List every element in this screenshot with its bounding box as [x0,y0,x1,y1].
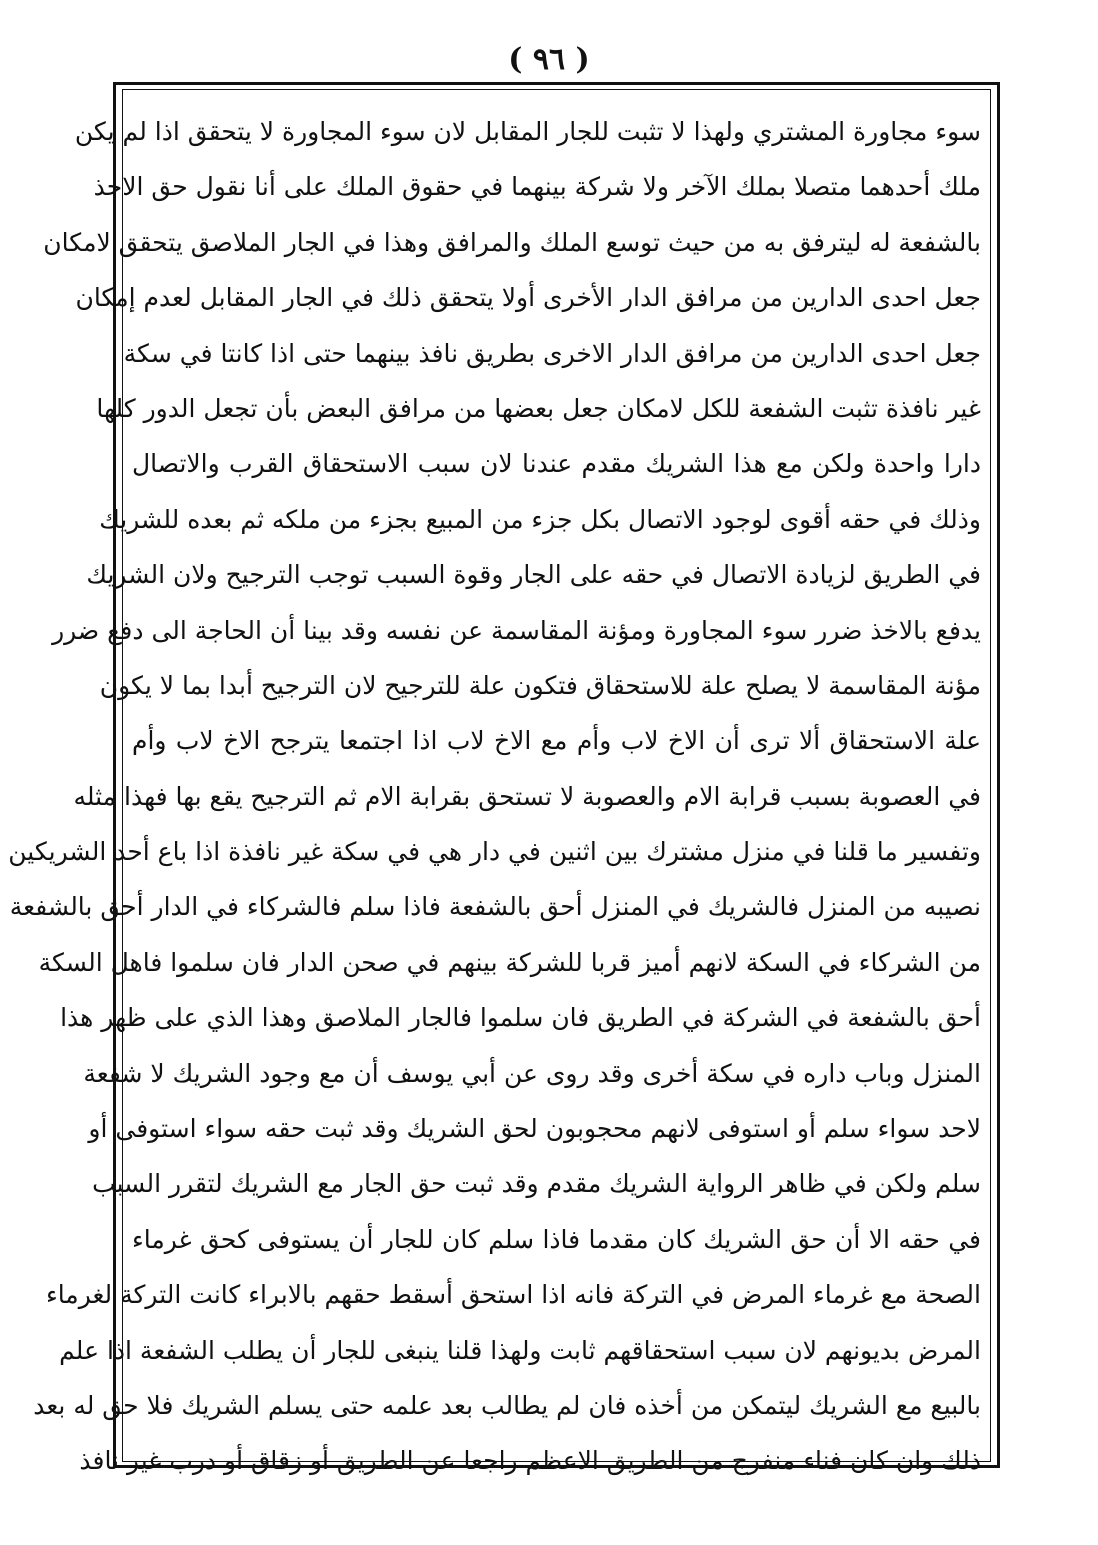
text-line: المنزل وباب داره في سكة أخرى وقد روى عن أبي يوسف أن مع وجود الشريك لا شفعة [83,1058,981,1088]
text-line: نصيبه من المنزل فالشريك في المنزل أحق بالشفعة فاذا سلم فالشركاء في الدار أحق بالشفعة [9,892,981,922]
text-line: وذلك في حقه أقوى لوجود الاتصال بكل جزء من المبيع بجزء من ملكه ثم بعده للشريك [99,504,981,534]
text-line: جعل احدى الدارين من مرافق الدار الاخرى بطريق نافذ بينهما حتى اذا كانتا في سكة [123,338,981,368]
text-line: في الطريق لزيادة الاتصال في حقه على الجار وقوة السبب توجب الترجيح ولان الشريك [86,560,981,590]
text-line: مؤنة المقاسمة لا يصلح علة للاستحقاق فتكون علة للترجيح لان الترجيح أبدا بما لا يكون [99,670,981,700]
text-line: أحق بالشفعة في الشركة في الطريق فان سلموا فالجار الملاصق وهذا الذي على ظهر هذا [60,1003,981,1033]
text-line: في العصوبة بسبب قرابة الام والعصوبة لا تستحق بقرابة الام ثم الترجيح يقع بها فهذا مثله [73,781,981,811]
text-line: المرض بديونهم لان سبب استحقاقهم ثابت ولهذا قلنا ينبغى للجار أن يطلب الشفعة اذا علم [59,1335,981,1365]
text-line: يدفع بالاخذ ضرر سوء المجاورة ومؤنة المقاسمة عن نفسه وقد بينا أن الحاجة الى دفع ضرر [52,615,981,645]
body-text [8,104,985,1489]
text-line: في حقه الا أن حق الشريك كان مقدما فاذا سلم كان للجار أن يستوفى كحق غرماء [132,1224,981,1254]
text-line: بالبيع مع الشريك ليتمكن من أخذه فان لم يطالب بعد علمه حتى يسلم الشريك فلا حق له بعد [33,1390,981,1420]
text-line: ذلك وان كان فناء منفرج من الطريق الاعظم راجعا عن الطريق أو زقاق أو درب غير نافذ [79,1446,981,1476]
text-line: وتفسير ما قلنا في منزل مشترك بين اثنين في دار هي في سكة غير نافذة اذا باع أحد الشريكين [8,837,981,867]
text-line: بالشفعة له ليترفق به من حيث توسع الملك والمرافق وهذا في الجار الملاصق يتحقق لامكان [43,227,981,257]
text-line: من الشركاء في السكة لانهم أميز قربا للشركة بينهم في صحن الدار فان سلموا فاهل السكة [38,947,981,977]
text-line: الصحة مع غرماء المرض في التركة فانه اذا استحق أسقط حقهم بالابراء كانت التركة لغرماء [45,1280,981,1310]
page-number: ( ٩٦ ) [508,42,590,77]
text-line: دارا واحدة ولكن مع هذا الشريك مقدم عندنا لان سبب الاستحقاق القرب والاتصال [132,449,981,479]
text-line: علة الاستحقاق ألا ترى أن الاخ لاب وأم مع الاخ لاب اذا اجتمعا يترجح الاخ لاب وأم [132,726,981,756]
text-line: لاحد سواء سلم أو استوفى لانهم محجوبون لحق الشريك وقد ثبت حقه سواء استوفى أو [88,1114,981,1144]
text-line: غير نافذة تثبت الشفعة للكل لامكان جعل بعضها من مرافق البعض بأن تجعل الدور كلها [96,393,981,423]
text-line: سوء مجاورة المشتري ولهذا لا تثبت للجار المقابل لان سوء المجاورة لا يتحقق اذا لم يكن [74,117,981,146]
text-line: جعل احدى الدارين من مرافق الدار الأخرى أولا يتحقق ذلك في الجار المقابل لعدم إمكان [75,283,981,313]
text-line: ملك أحدهما متصلا بملك الآخر ولا شركة بينهما في حقوق الملك على أنا نقول حق الاخذ [93,172,981,202]
text-line: سلم ولكن في ظاهر الرواية الشريك مقدم وقد ثبت حق الجار مع الشريك لتقرر السبب [92,1169,981,1199]
